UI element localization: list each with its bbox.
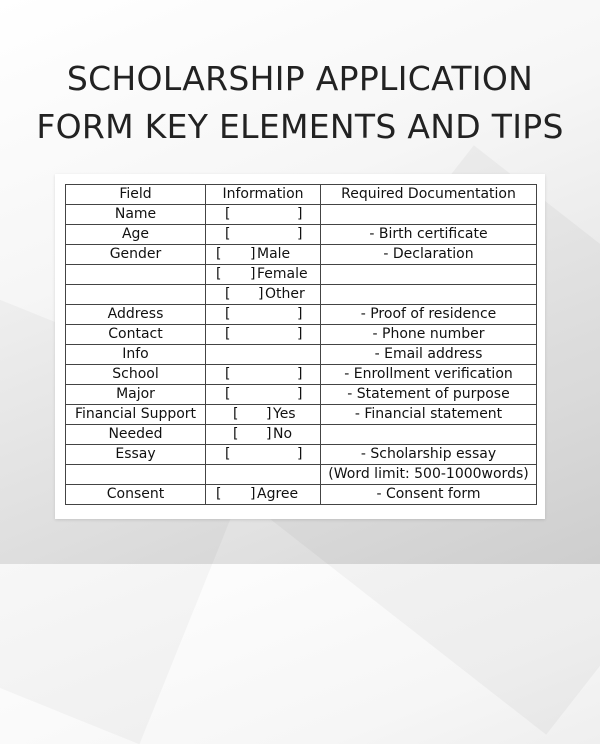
required-doc: - Financial statement: [321, 405, 537, 425]
field-label: Info: [66, 345, 206, 365]
required-doc: - Phone number: [321, 325, 537, 345]
column-header-information: Information: [206, 185, 321, 205]
school-input-blank[interactable]: [ ]: [206, 365, 321, 385]
required-doc: - Proof of residence: [321, 305, 537, 325]
field-label: Name: [66, 205, 206, 225]
option-label-agree: Agree: [257, 486, 299, 502]
table-row: [66, 425, 537, 445]
table-row: [66, 365, 537, 385]
field-label: [66, 265, 206, 285]
essay-input-blank[interactable]: [ ]: [206, 445, 321, 465]
required-doc: - Email address: [321, 345, 537, 365]
application-form-table: [65, 184, 537, 505]
required-doc: [321, 205, 537, 225]
financial-support-yes-checkbox[interactable]: [ ] Yes: [206, 405, 321, 425]
field-label: Financial Support: [66, 405, 206, 425]
field-label: Address: [66, 305, 206, 325]
field-label: Essay: [66, 445, 206, 465]
column-header-required-documentation: Required Documentation: [321, 185, 537, 205]
table-row: [66, 485, 537, 505]
option-label-female: Female: [257, 266, 308, 282]
table-row: [66, 305, 537, 325]
table-row: [66, 445, 537, 465]
field-label: Needed: [66, 425, 206, 445]
table-row: [66, 325, 537, 345]
gender-other-checkbox[interactable]: [ ] Other: [206, 285, 321, 305]
table-row: [66, 225, 537, 245]
table-row: [66, 465, 537, 485]
option-label-yes: Yes: [273, 406, 296, 422]
required-doc: - Enrollment verification: [321, 365, 537, 385]
gender-female-checkbox[interactable]: [ ] Female: [206, 265, 321, 285]
field-label: Age: [66, 225, 206, 245]
page-title-line-1: SCHOLARSHIP APPLICATION: [66, 59, 534, 98]
table-row: [66, 345, 537, 365]
consent-agree-checkbox[interactable]: [ ] Agree: [206, 485, 321, 505]
field-label: Consent: [66, 485, 206, 505]
table-row: [66, 245, 537, 265]
required-doc: [321, 285, 537, 305]
info-cell-empty: [206, 345, 321, 365]
required-doc-note: (Word limit: 500-1000words): [321, 465, 537, 485]
table-row: [66, 385, 537, 405]
required-doc: - Declaration: [321, 245, 537, 265]
form-sheet: [55, 174, 545, 519]
required-doc: [321, 425, 537, 445]
field-label: [66, 465, 206, 485]
address-input-blank[interactable]: [ ]: [206, 305, 321, 325]
field-label: Gender: [66, 245, 206, 265]
name-input-blank[interactable]: [ ]: [206, 205, 321, 225]
required-doc: - Consent form: [321, 485, 537, 505]
age-input-blank[interactable]: [ ]: [206, 225, 321, 245]
field-label: [66, 285, 206, 305]
option-label-other: Other: [265, 286, 305, 302]
gender-male-checkbox[interactable]: [ ] Male: [206, 245, 321, 265]
table-row: [66, 285, 537, 305]
table-row: [66, 205, 537, 225]
info-cell-empty: [206, 465, 321, 485]
field-label: School: [66, 365, 206, 385]
major-input-blank[interactable]: [ ]: [206, 385, 321, 405]
required-doc: - Scholarship essay: [321, 445, 537, 465]
table-row: [66, 405, 537, 425]
option-label-male: Male: [257, 246, 291, 262]
required-doc: - Birth certificate: [321, 225, 537, 245]
page-title-line-2: FORM KEY ELEMENTS AND TIPS: [36, 107, 564, 146]
financial-support-no-checkbox[interactable]: [ ] No: [206, 425, 321, 445]
option-label-no: No: [273, 426, 293, 442]
field-label: Contact: [66, 325, 206, 345]
table-row: [66, 265, 537, 285]
page-title: [0, 55, 600, 151]
table-header-row: [66, 185, 537, 205]
required-doc: [321, 265, 537, 285]
required-doc: - Statement of purpose: [321, 385, 537, 405]
field-label: Major: [66, 385, 206, 405]
contact-input-blank[interactable]: [ ]: [206, 325, 321, 345]
column-header-field: Field: [66, 185, 206, 205]
